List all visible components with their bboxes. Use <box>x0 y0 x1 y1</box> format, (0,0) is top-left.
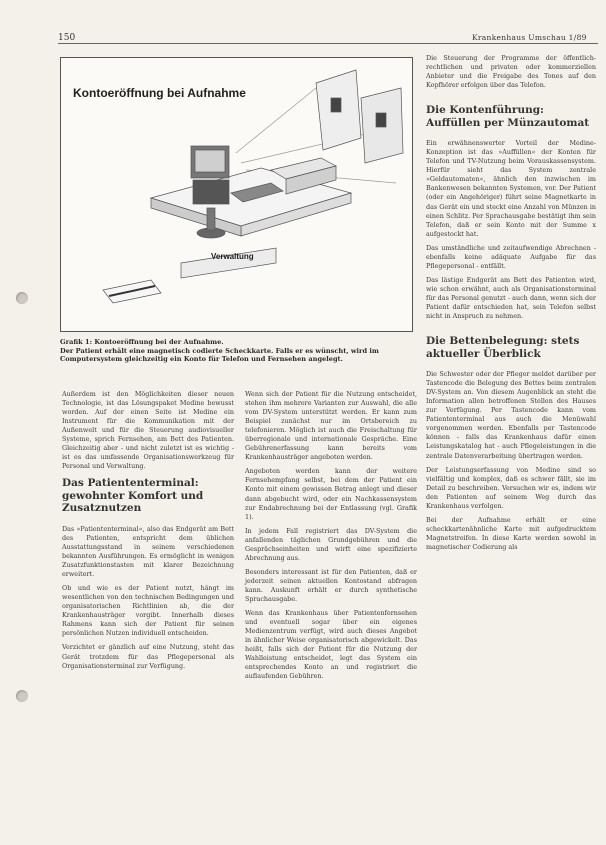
header-rule <box>58 43 598 44</box>
caption-line-3: Computersystem gleichzeitig ein Konto für Telefon und Fernsehen angelegt. <box>60 355 343 364</box>
caption-line-1: Grafik 1: Kontoeröffnung bei der Aufnahme. <box>60 338 224 346</box>
page-number: 150 <box>58 33 76 43</box>
col1-heading: Das Patiententerminal: gewohnter Komfort und Zusatznutzen <box>62 477 204 515</box>
col3-para-5: Die Schwester oder der Pfleger meldet darüber per Tastencode die Belegung des Bettes beim zentralen DV-System an. Von diesem Augenblick an steht die Information allen betroffenen Stellen des Hauses zur Verfügung. Per Tastencode kann vom Patiententerminal aus auch die Menüwahl vorgenommen werden. Ebenfalls per Tastencode können - falls das Krankenhaus dafür einen Leistungskatalog hat - auch Pflegeleistungen in die zentrale Datenverarbeitung übertragen werden. <box>426 370 596 460</box>
col2-para-5: Wenn das Krankenhaus über Patientenfernsehen und eventuell sogar über ein eigenes Medienzentrum verfügt, wird auch dieses Angebot in ähnlicher Weise organisatorisch abgewickelt. Das heißt, falls sich der Patient für die Nutzung der Wahlleistung entscheidet, legt das System ein entsprechendes Konto an und registriert die auflaufenden Gebühren. <box>245 609 417 681</box>
col3-para-7: Bei der Aufnahme erhält er eine scheckkartenähnliche Karte mit aufgedrucktem Magnetstreifen. In diese Karte werden sowohl in magnetischer Codierung als <box>426 515 596 551</box>
figure-label-verwaltung: Verwaltung <box>211 252 254 261</box>
running-head: Krankenhaus Umschau 1/89 <box>472 33 587 42</box>
col3-para-6: Der Leistungserfassung von Medine sind so vielfältig und komplex, daß es schwer fällt, sie im Detail zu beschreiben. Versuchen wir es, indem wir den Patienten auf seinem Weg durch das Krankenhaus verfolgen. <box>426 465 596 510</box>
figure-illustration <box>61 58 412 331</box>
col3-para-2: Ein erwähnenswerter Vorteil der Medine-Konzeption ist das »Auffüllen« der Konten für Telefon und TV-Nutzung beim Vorauskassensystem. Hierfür sieht das System zentrale »Geldautomaten«, ähnlich den inzwischen im Bankenwesen bekannten Systemen, vor. Der Patient (oder ein Angehöriger) führt seine Magnetkarte in das Gerät ein und steckt eine Anzahl von Münzen in einen Schlitz. Per Sprachausgabe bestätigt ihm sein Telefon, daß er sein Konto mit der Summe x aufgestockt hat. <box>426 139 596 238</box>
column-2 <box>245 390 417 686</box>
col3-para-1: Die Steuerung der Programme der öffentlich-rechtlichen und privaten oder kommerziellen Anbieter und die Freigabe des Tones auf den Kopfhörer erfolgen über das Telefon. <box>426 54 596 90</box>
col2-para-2: Angeboten werden kann der weitere Fernsehempfang selbst, bei dem der Patient ein Konto mit einem gewissen Betrag anlegt und dieser dann abgebucht wird, oder ein Nachkassensystem zur Endabrechnung bei der Entlassung (vgl. Grafik 1). <box>245 467 417 521</box>
col1-para-4: Verzichtet er gänzlich auf eine Nutzung, steht das Gerät trotzdem für das Pflegepersonal als Organisationsterminal zur Verfügung. <box>62 643 234 670</box>
binder-hole-top <box>16 292 28 304</box>
col3-heading-2: Die Bettenbelegung: stets aktueller Überblick <box>426 335 580 360</box>
col2-para-3: In jedem Fall registriert das DV-System die anfallenden täglichen Grundgebühren und die Gesprächseinheiten und wirft eine spezifizierte Abrechnung aus. <box>245 526 417 562</box>
col3-heading-1: Die Kontenführung: Auffüllen per Münzautomat <box>426 104 590 129</box>
binder-hole-bottom <box>16 690 28 702</box>
col3-para-4: Das lästige Endgerät am Bett des Patienten wird, wie schon erwähnt, auch als Organisationsterminal für das Personal genutzt - auch dann, wenn sich der Patient dafür entschieden hat, sein Telefon selbst nicht in Anspruch zu nehmen. <box>426 275 596 321</box>
column-3 <box>426 54 596 557</box>
column-1 <box>62 390 234 676</box>
figure-title: Kontoeröffnung bei Aufnahme <box>73 86 246 100</box>
figure-caption <box>60 338 415 364</box>
col2-para-4: Besonders interessant ist für den Patienten, daß er jederzeit seinen aktuellen Kontostand abfragen kann. Auskunft erhält er durch synthetische Sprachausgabe. <box>245 567 417 603</box>
col2-para-1: Wenn sich der Patient für die Nutzung entscheidet, stehen ihm mehrere Varianten zur Auswahl, die alle vom DV-System unterstützt werden. Er kann zum Beispiel zunächst nur im Ortsbereich zu telefonieren. Möglich ist auch die Freischaltung für überregionale und internationale Gespräche. Eine Gebührenerfassung kann bereits vom Krankenhausträger angeboten werden. <box>245 390 417 462</box>
col1-para-2: Das »Patiententerminal«, also das Endgerät am Bett des Patienten, entspricht dem üblichen Ausstattungsstand in seinem verschiedenen bekannten Ausführungen. Es ermöglicht in wenigen Zusatzfunktionstasten mit klarer Bezeichnung erweitert. <box>62 524 234 579</box>
col3-para-3: Das umständliche und zeitaufwendige Abrechnen - ebenfalls keine adäquate Aufgabe für das Pflegepersonal - entfällt. <box>426 243 596 270</box>
caption-line-2: Der Patient erhält eine magnetisch codierte Scheckkarte. Falls er es wünscht, wird im <box>60 346 379 355</box>
col1-para-3: Ob und wie es der Patient nutzt, hängt im wesentlichen von den technischen Bedingungen und organisatorischen Richtlinien ab, die der Krankenhausträger vorgibt. Innerhalb dieses Rahmens kann sich der Patient für seinen persönlichen Nutzen individuell entscheiden. <box>62 584 234 638</box>
figure-frame <box>60 57 413 332</box>
col1-para-1: Außerdem ist den Möglichkeiten dieser neuen Technologie, ist das Lösungspaket Medine bewusst worden. Auf der einen Seite ist Medine ein Instrument für die Kommunikation mit der Außenwelt und für die Steuerung audiovisueller Systeme, sprich Fernsehen, am Bett des Patienten. Gleichzeitig aber - und nicht zuletzt ist es wichtig - ist es das umfassende Organisationswerkzeug für Personal und Verwaltung. <box>62 390 234 471</box>
